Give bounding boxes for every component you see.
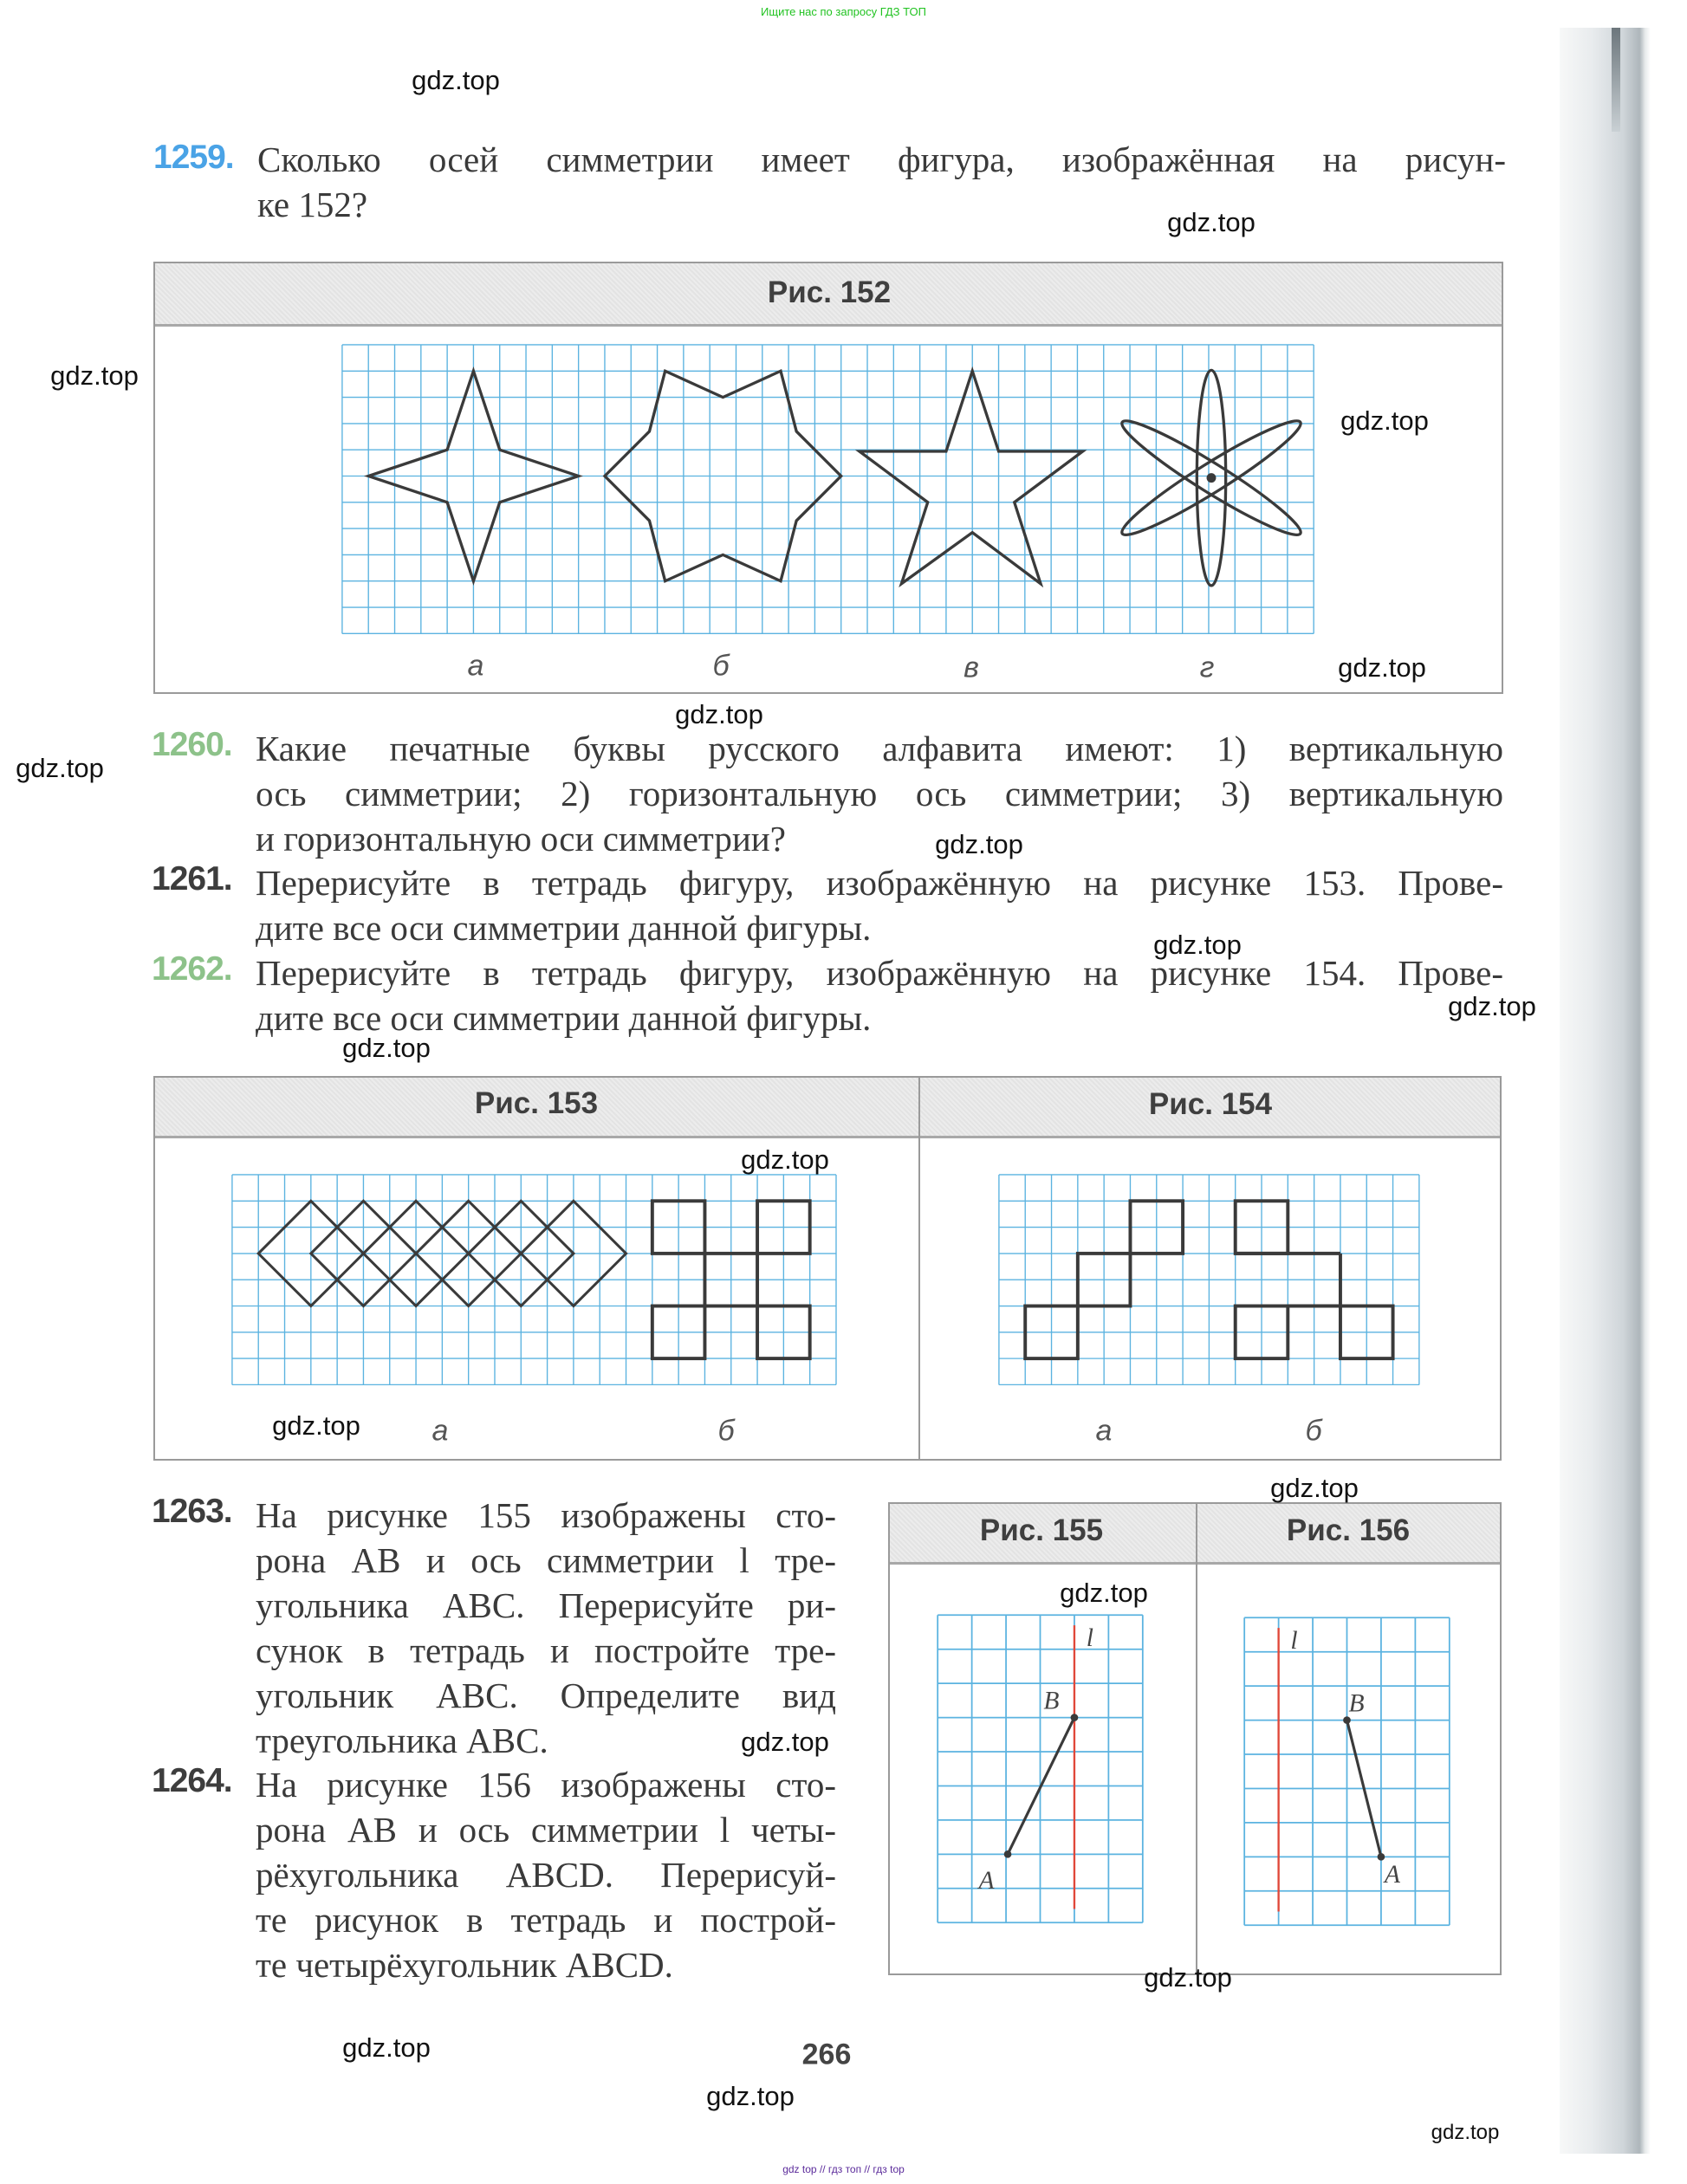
watermark: gdz.top — [1340, 405, 1429, 436]
flower-center — [1207, 473, 1217, 483]
figure-divider — [918, 1078, 920, 1459]
watermark: gdz.top — [706, 2081, 795, 2111]
task-line: ось симметрии; 2) горизонтальную ось симметрии; 3) вертикальную — [256, 774, 1503, 813]
watermark: gdz.top — [741, 1727, 829, 1757]
figures-153-154-header — [155, 1078, 1500, 1138]
watermark: gdz.top — [412, 65, 500, 95]
page-edge — [1560, 28, 1651, 2154]
task-line: рёхугольника ABCD. Перерисуй- — [256, 1855, 836, 1895]
task-text-1261 — [256, 860, 1503, 950]
figure-153-grid — [231, 1174, 837, 1385]
task-line: ке 152? — [257, 185, 368, 224]
task-line: те четырёхугольник ABCD. — [256, 1945, 673, 1985]
point-a-label — [1383, 1861, 1401, 1889]
page-edge-shadow — [1612, 28, 1620, 132]
point-a — [1004, 1850, 1012, 1858]
watermark: gdz.top — [342, 1033, 431, 1063]
figure-153-label-a: а — [431, 1414, 449, 1448]
point-b-label — [1043, 1688, 1059, 1715]
point-b — [1071, 1714, 1079, 1721]
point-b-label — [1348, 1690, 1364, 1718]
task-line: На рисунке 155 изображены сто- — [256, 1495, 836, 1535]
footer-note: gdz top // гдз топ // гдз top — [782, 2163, 905, 2175]
five-point-star — [860, 371, 1083, 583]
task-number-1264: 1264. — [152, 1762, 232, 1799]
watermark: gdz.top — [50, 360, 139, 391]
task-text-1260 — [256, 726, 1503, 861]
figure-153-title: Рис. 153 — [474, 1086, 599, 1120]
figure-divider-2 — [1196, 1504, 1197, 1973]
watermark: gdz.top — [1167, 207, 1256, 237]
task-line: угольник ABC. Определите вид — [256, 1675, 836, 1715]
task-line: Сколько осей симметрии имеет фигура, изображённая на рисун- — [257, 139, 1506, 179]
point-a — [1378, 1853, 1385, 1861]
task-number-1262: 1262. — [152, 950, 232, 988]
task-line: угольника ABC. Перерисуйте ри- — [256, 1585, 836, 1625]
task-line: те рисунок в тетрадь и построй- — [256, 1900, 836, 1940]
figure-155-title: Рис. 155 — [979, 1513, 1104, 1547]
figure-156-grid — [1243, 1617, 1450, 1927]
task-line: сунок в тетрадь и постройте тре- — [256, 1630, 836, 1670]
watermark: gdz.top — [1060, 1578, 1148, 1608]
task-line: дите все оси симметрии данной фигуры. — [256, 908, 872, 948]
watermark: gdz.top — [1153, 930, 1242, 960]
task-line: На рисунке 156 изображены сто- — [256, 1765, 836, 1805]
task-line: треугольника ABC. — [256, 1721, 548, 1760]
task-number-1261: 1261. — [152, 860, 232, 898]
watermark: gdz.top — [1448, 991, 1536, 1021]
watermark: gdz.top — [272, 1410, 360, 1441]
task-text-1263 — [256, 1493, 836, 1763]
watermark: gdz.top — [741, 1144, 829, 1175]
watermark: gdz.top — [935, 829, 1023, 859]
figure-154-title: Рис. 154 — [1148, 1087, 1273, 1121]
header-note: Ищите нас по запросу ГДЗ ТОП — [761, 5, 926, 18]
figure-152-grid — [341, 344, 1314, 634]
figure-155-grid — [937, 1614, 1144, 1924]
figure-152-label-v: в — [964, 651, 979, 684]
page-number: 266 — [801, 2038, 852, 2071]
task-text-1264 — [256, 1762, 836, 1987]
figure-154-grid — [998, 1174, 1420, 1385]
task-line: дите все оси симметрии данной фигуры. — [256, 998, 872, 1038]
task-text-1262 — [256, 950, 1503, 1040]
watermark: gdz.top — [1338, 652, 1426, 683]
task-line: Перерисуйте в тетрадь фигуру, изображённую на рисунке 153. Прове- — [256, 863, 1503, 903]
figure-152-label-a: а — [467, 649, 484, 683]
task-number-1260: 1260. — [152, 726, 232, 763]
watermark: gdz.top — [1270, 1473, 1359, 1503]
task-line: Перерисуйте в тетрадь фигуру, изображённую на рисунке 154. Прове- — [256, 953, 1503, 993]
figure-154-label-a: а — [1095, 1414, 1113, 1448]
figure-154-label-b: б — [1305, 1414, 1322, 1448]
watermark: gdz.top — [1431, 2121, 1500, 2144]
task-line: рона AB и ось симметрии l четы- — [256, 1810, 836, 1850]
axis-label — [1087, 1624, 1093, 1652]
watermark: gdz.top — [16, 753, 104, 783]
figure-153-label-b: б — [717, 1414, 735, 1448]
axis-label — [1290, 1627, 1297, 1655]
watermark: gdz.top — [342, 2032, 431, 2063]
task-line: и горизонтальную оси симметрии? — [256, 819, 786, 859]
task-text-1259 — [257, 137, 1506, 227]
figure-152-title: Рис. 152 — [767, 275, 892, 309]
watermark: gdz.top — [1144, 1962, 1232, 1993]
figure-156-title: Рис. 156 — [1286, 1513, 1411, 1547]
task-number-1263: 1263. — [152, 1493, 232, 1530]
task-line: рона AB и ось симметрии l тре- — [256, 1540, 836, 1580]
task-line: Какие печатные буквы русского алфавита имеют: 1) вертикальную — [256, 729, 1503, 768]
task-number-1259: 1259. — [153, 139, 234, 176]
figure-152-label-b: б — [712, 649, 730, 683]
watermark: gdz.top — [675, 699, 763, 729]
figure-152-label-g: г — [1199, 651, 1215, 684]
point-a-label — [977, 1867, 996, 1895]
